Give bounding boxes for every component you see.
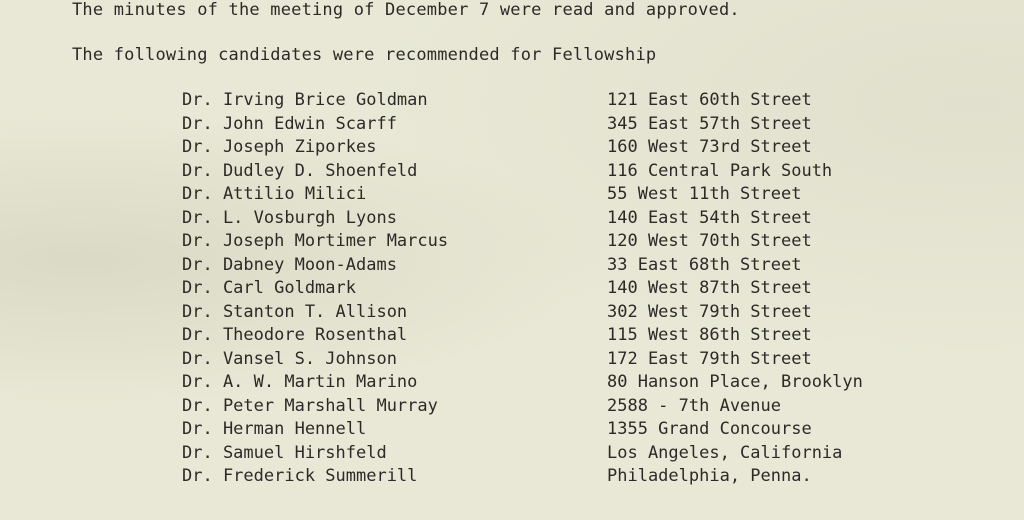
candidate-address: 345 East 57th Street xyxy=(607,113,812,134)
candidate-address: Philadelphia, Penna. xyxy=(607,466,812,486)
candidate-name: Dr. Dudley D. Shoenfeld xyxy=(182,160,418,181)
candidate-name: Dr. Joseph Mortimer Marcus xyxy=(182,231,449,251)
candidate-address: 55 West 11th Street xyxy=(607,184,802,204)
candidate-address: 1355 Grand Concourse xyxy=(607,419,812,439)
candidate-name: Dr. Stanton T. Allison xyxy=(182,301,408,322)
candidate-row xyxy=(0,302,1024,326)
candidate-name: Dr. Carl Goldmark xyxy=(182,278,356,298)
candidate-name: Dr. Irving Brice Goldman xyxy=(182,90,428,110)
candidate-address: 172 East 79th Street xyxy=(607,348,812,369)
candidate-name: Dr. Joseph Ziporkes xyxy=(182,137,377,157)
candidate-name: Dr. Peter Marshall Murray xyxy=(182,395,438,416)
candidate-row xyxy=(0,90,1024,114)
candidate-address: Los Angeles, California xyxy=(607,442,843,463)
candidate-address: 302 West 79th Street xyxy=(607,301,812,322)
candidate-address: 140 West 87th Street xyxy=(607,278,812,298)
candidate-name: Dr. Dabney Moon-Adams xyxy=(182,254,397,275)
candidate-row xyxy=(0,372,1024,396)
candidate-address: 115 West 86th Street xyxy=(607,325,812,345)
candidate-name: Dr. Vansel S. Johnson xyxy=(182,348,397,369)
candidate-row xyxy=(0,466,1024,490)
candidate-name: Dr. John Edwin Scarff xyxy=(182,113,397,134)
minutes-approval-line: The minutes of the meeting of December 7 were read and approved. xyxy=(72,0,740,20)
candidate-name: Dr. Attilio Milici xyxy=(182,184,367,204)
candidate-row xyxy=(0,208,1024,232)
candidate-address: 2588 - 7th Avenue xyxy=(607,395,781,416)
candidate-row xyxy=(0,278,1024,302)
candidate-row xyxy=(0,396,1024,420)
candidate-name: Dr. Frederick Summerill xyxy=(182,466,418,486)
candidate-name: Dr. Samuel Hirshfeld xyxy=(182,442,387,463)
candidate-row xyxy=(0,255,1024,279)
candidate-row xyxy=(0,184,1024,208)
candidate-name: Dr. Theodore Rosenthal xyxy=(182,325,408,345)
candidate-row xyxy=(0,419,1024,443)
candidate-address: 140 East 54th Street xyxy=(607,207,812,228)
candidate-address: 121 East 60th Street xyxy=(607,90,812,110)
candidate-name: Dr. A. W. Martin Marino xyxy=(182,372,418,392)
candidate-row xyxy=(0,349,1024,373)
candidate-address: 160 West 73rd Street xyxy=(607,137,812,157)
candidate-row xyxy=(0,137,1024,161)
candidate-row xyxy=(0,231,1024,255)
candidate-name: Dr. Herman Hennell xyxy=(182,419,367,439)
candidate-address: 80 Hanson Place, Brooklyn xyxy=(607,372,863,392)
candidate-row xyxy=(0,443,1024,467)
candidate-name: Dr. L. Vosburgh Lyons xyxy=(182,207,397,228)
candidate-row xyxy=(0,161,1024,185)
candidate-address: 120 West 70th Street xyxy=(607,231,812,251)
candidates-heading: The following candidates were recommended for Fellowship xyxy=(72,45,657,65)
candidate-address: 116 Central Park South xyxy=(607,160,833,181)
candidate-row xyxy=(0,325,1024,349)
candidate-address: 33 East 68th Street xyxy=(607,254,802,275)
candidate-row xyxy=(0,114,1024,138)
